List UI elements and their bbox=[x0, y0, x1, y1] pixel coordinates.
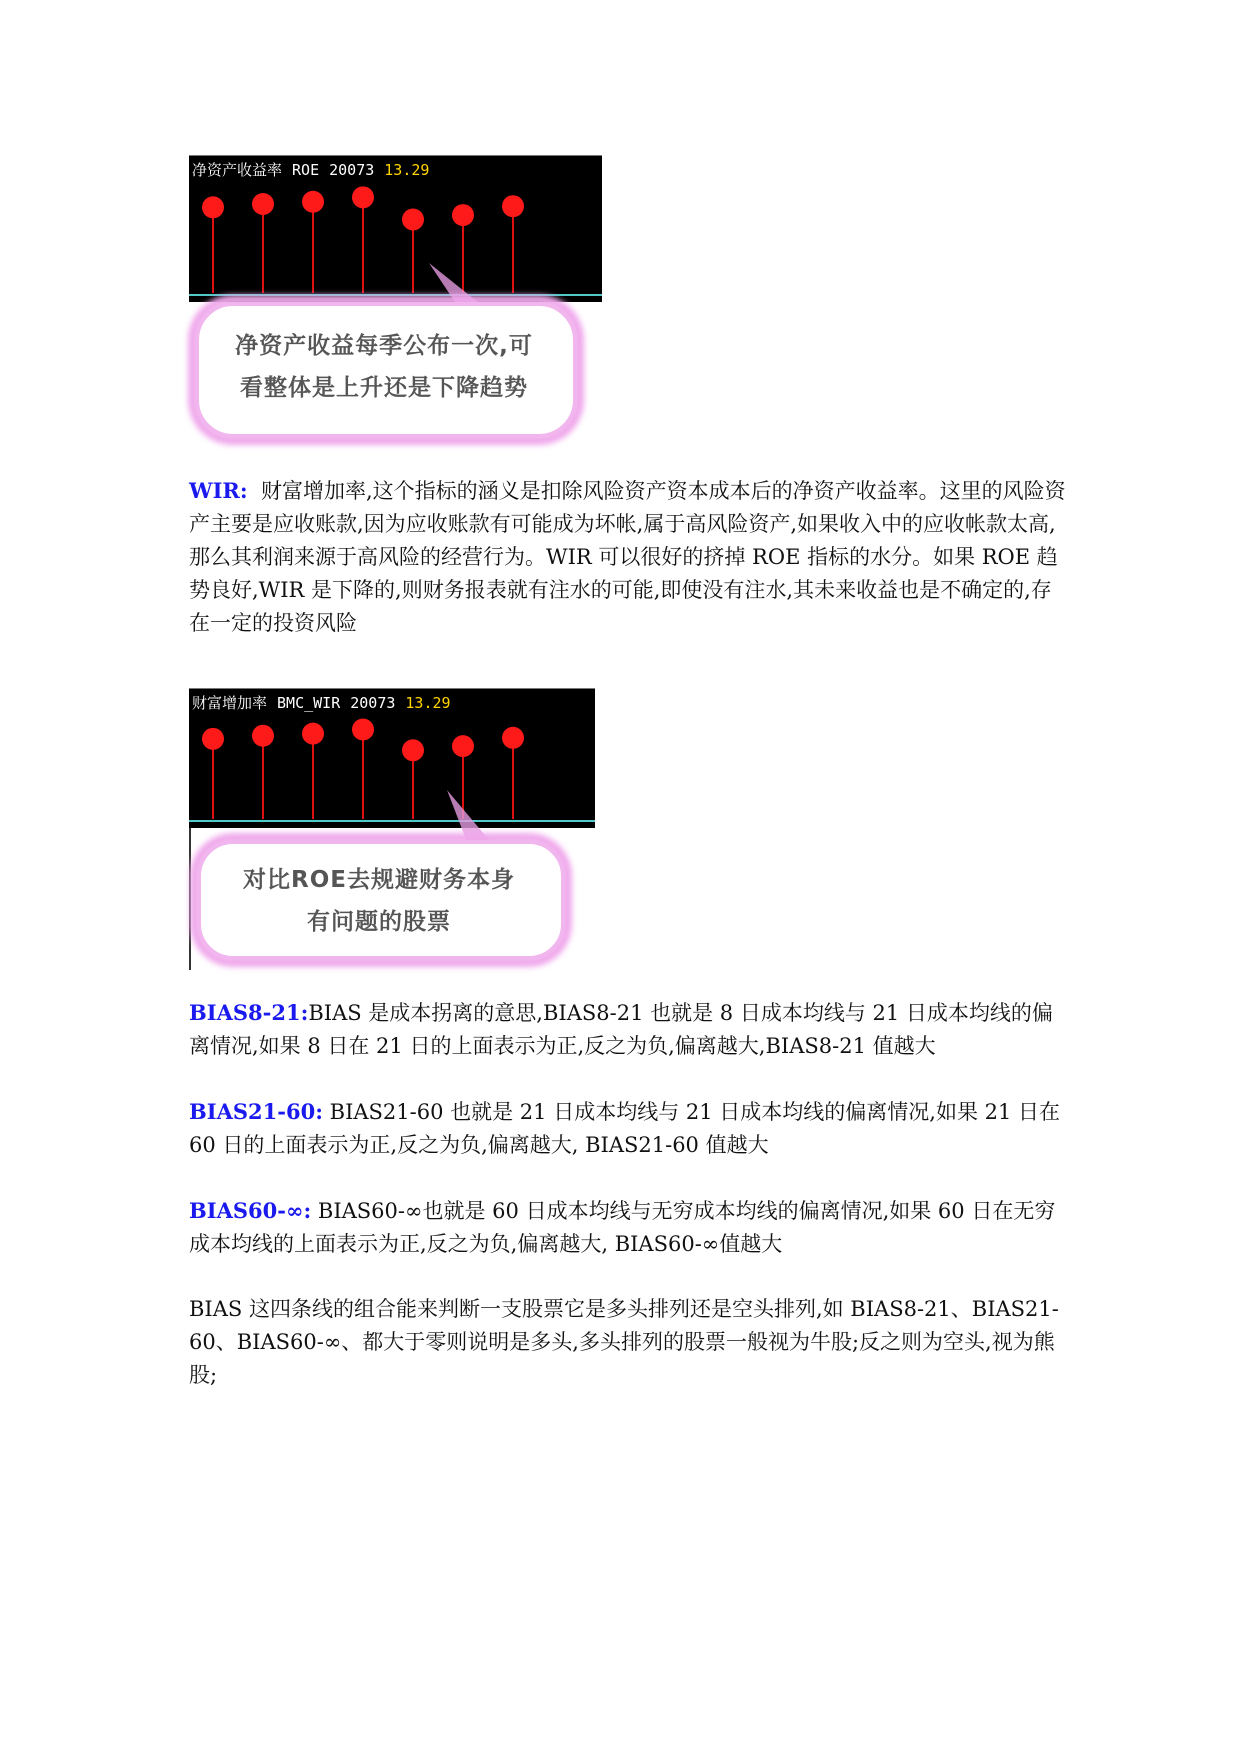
wir-indicator-code: BMC_WIR bbox=[277, 694, 341, 712]
bias-summary-text: BIAS 这四条线的组合能来判断一支股票它是多头排列还是空头排列,如 BIAS8-21、BIAS21-60、BIAS60-∞、都大于零则说明是多头,多头排列的股票一般视为牛股;反之则为空头,视为熊股; bbox=[189, 1297, 1059, 1387]
roe-callout-text bbox=[204, 325, 564, 409]
bias21-60-label: BIAS21-60: bbox=[189, 1099, 323, 1124]
wir-figure bbox=[189, 688, 609, 978]
roe-callout-bubble bbox=[189, 155, 609, 455]
wir-period: 20073 bbox=[350, 694, 396, 712]
bias60-inf-text: BIAS60-∞也就是 60 日成本均线与无穷成本均线的偏离情况,如果 60 日在无穷成本均线的上面表示为正,反之为负,偏离越大, BIAS60-∞值越大 bbox=[189, 1199, 1056, 1256]
wir-label: WIR: bbox=[189, 478, 248, 503]
wir-paragraph bbox=[189, 474, 1069, 640]
roe-figure bbox=[189, 155, 609, 455]
bias60-inf-paragraph bbox=[189, 1194, 1069, 1261]
roe-callout-line2: 看整体是上升还是下降趋势 bbox=[240, 375, 528, 401]
wir-value: 13.29 bbox=[405, 694, 451, 712]
roe-indicator-name: 净资产收益率 bbox=[192, 161, 283, 179]
bias8-21-text: BIAS 是成本拐离的意思,BIAS8-21 也就是 8 日成本均线与 21 日成本均线的偏离情况,如果 8 日在 21 日的上面表示为正,反之为负,偏离越大,BIAS8-21 值越大 bbox=[189, 1001, 1053, 1058]
bias60-inf-label: BIAS60-∞: bbox=[189, 1198, 312, 1223]
wir-indicator-name: 财富增加率 bbox=[192, 694, 268, 712]
wir-callout-line2: 有问题的股票 bbox=[307, 909, 451, 935]
bias21-60-text: BIAS21-60 也就是 21 日成本均线与 21 日成本均线的偏离情况,如果 21 日在 60 日的上面表示为正,反之为负,偏离越大, BIAS21-60 值越大 bbox=[189, 1100, 1061, 1157]
roe-callout-line1: 净资产收益每季公布一次,可 bbox=[235, 333, 533, 359]
bias8-21-label: BIAS8-21: bbox=[189, 1000, 309, 1025]
roe-indicator-code: ROE bbox=[292, 161, 320, 179]
wir-callout-text bbox=[204, 859, 554, 943]
bias21-60-paragraph bbox=[189, 1095, 1069, 1162]
wir-text: 财富增加率,这个指标的涵义是扣除风险资产资本成本后的净资产收益率。这里的风险资产主要是应收账款,因为应收账款有可能成为坏帐,属于高风险资产,如果收入中的应收帐款太高,那么其利润来源于高风险的经营行为。WIR 可以很好的挤掉 ROE 指标的水分。如果 ROE 趋势良好,WIR 是下降的,则财务报表就有注水的可能,即使没有注水,其未来收益也是不确定的,存在一定的投资风险 bbox=[189, 479, 1066, 635]
roe-period: 20073 bbox=[329, 161, 375, 179]
bias8-21-paragraph bbox=[189, 996, 1069, 1063]
bias-summary-paragraph bbox=[189, 1293, 1069, 1392]
wir-callout-line1: 对比ROE去规避财务本身 bbox=[243, 867, 515, 893]
roe-value: 13.29 bbox=[384, 161, 430, 179]
